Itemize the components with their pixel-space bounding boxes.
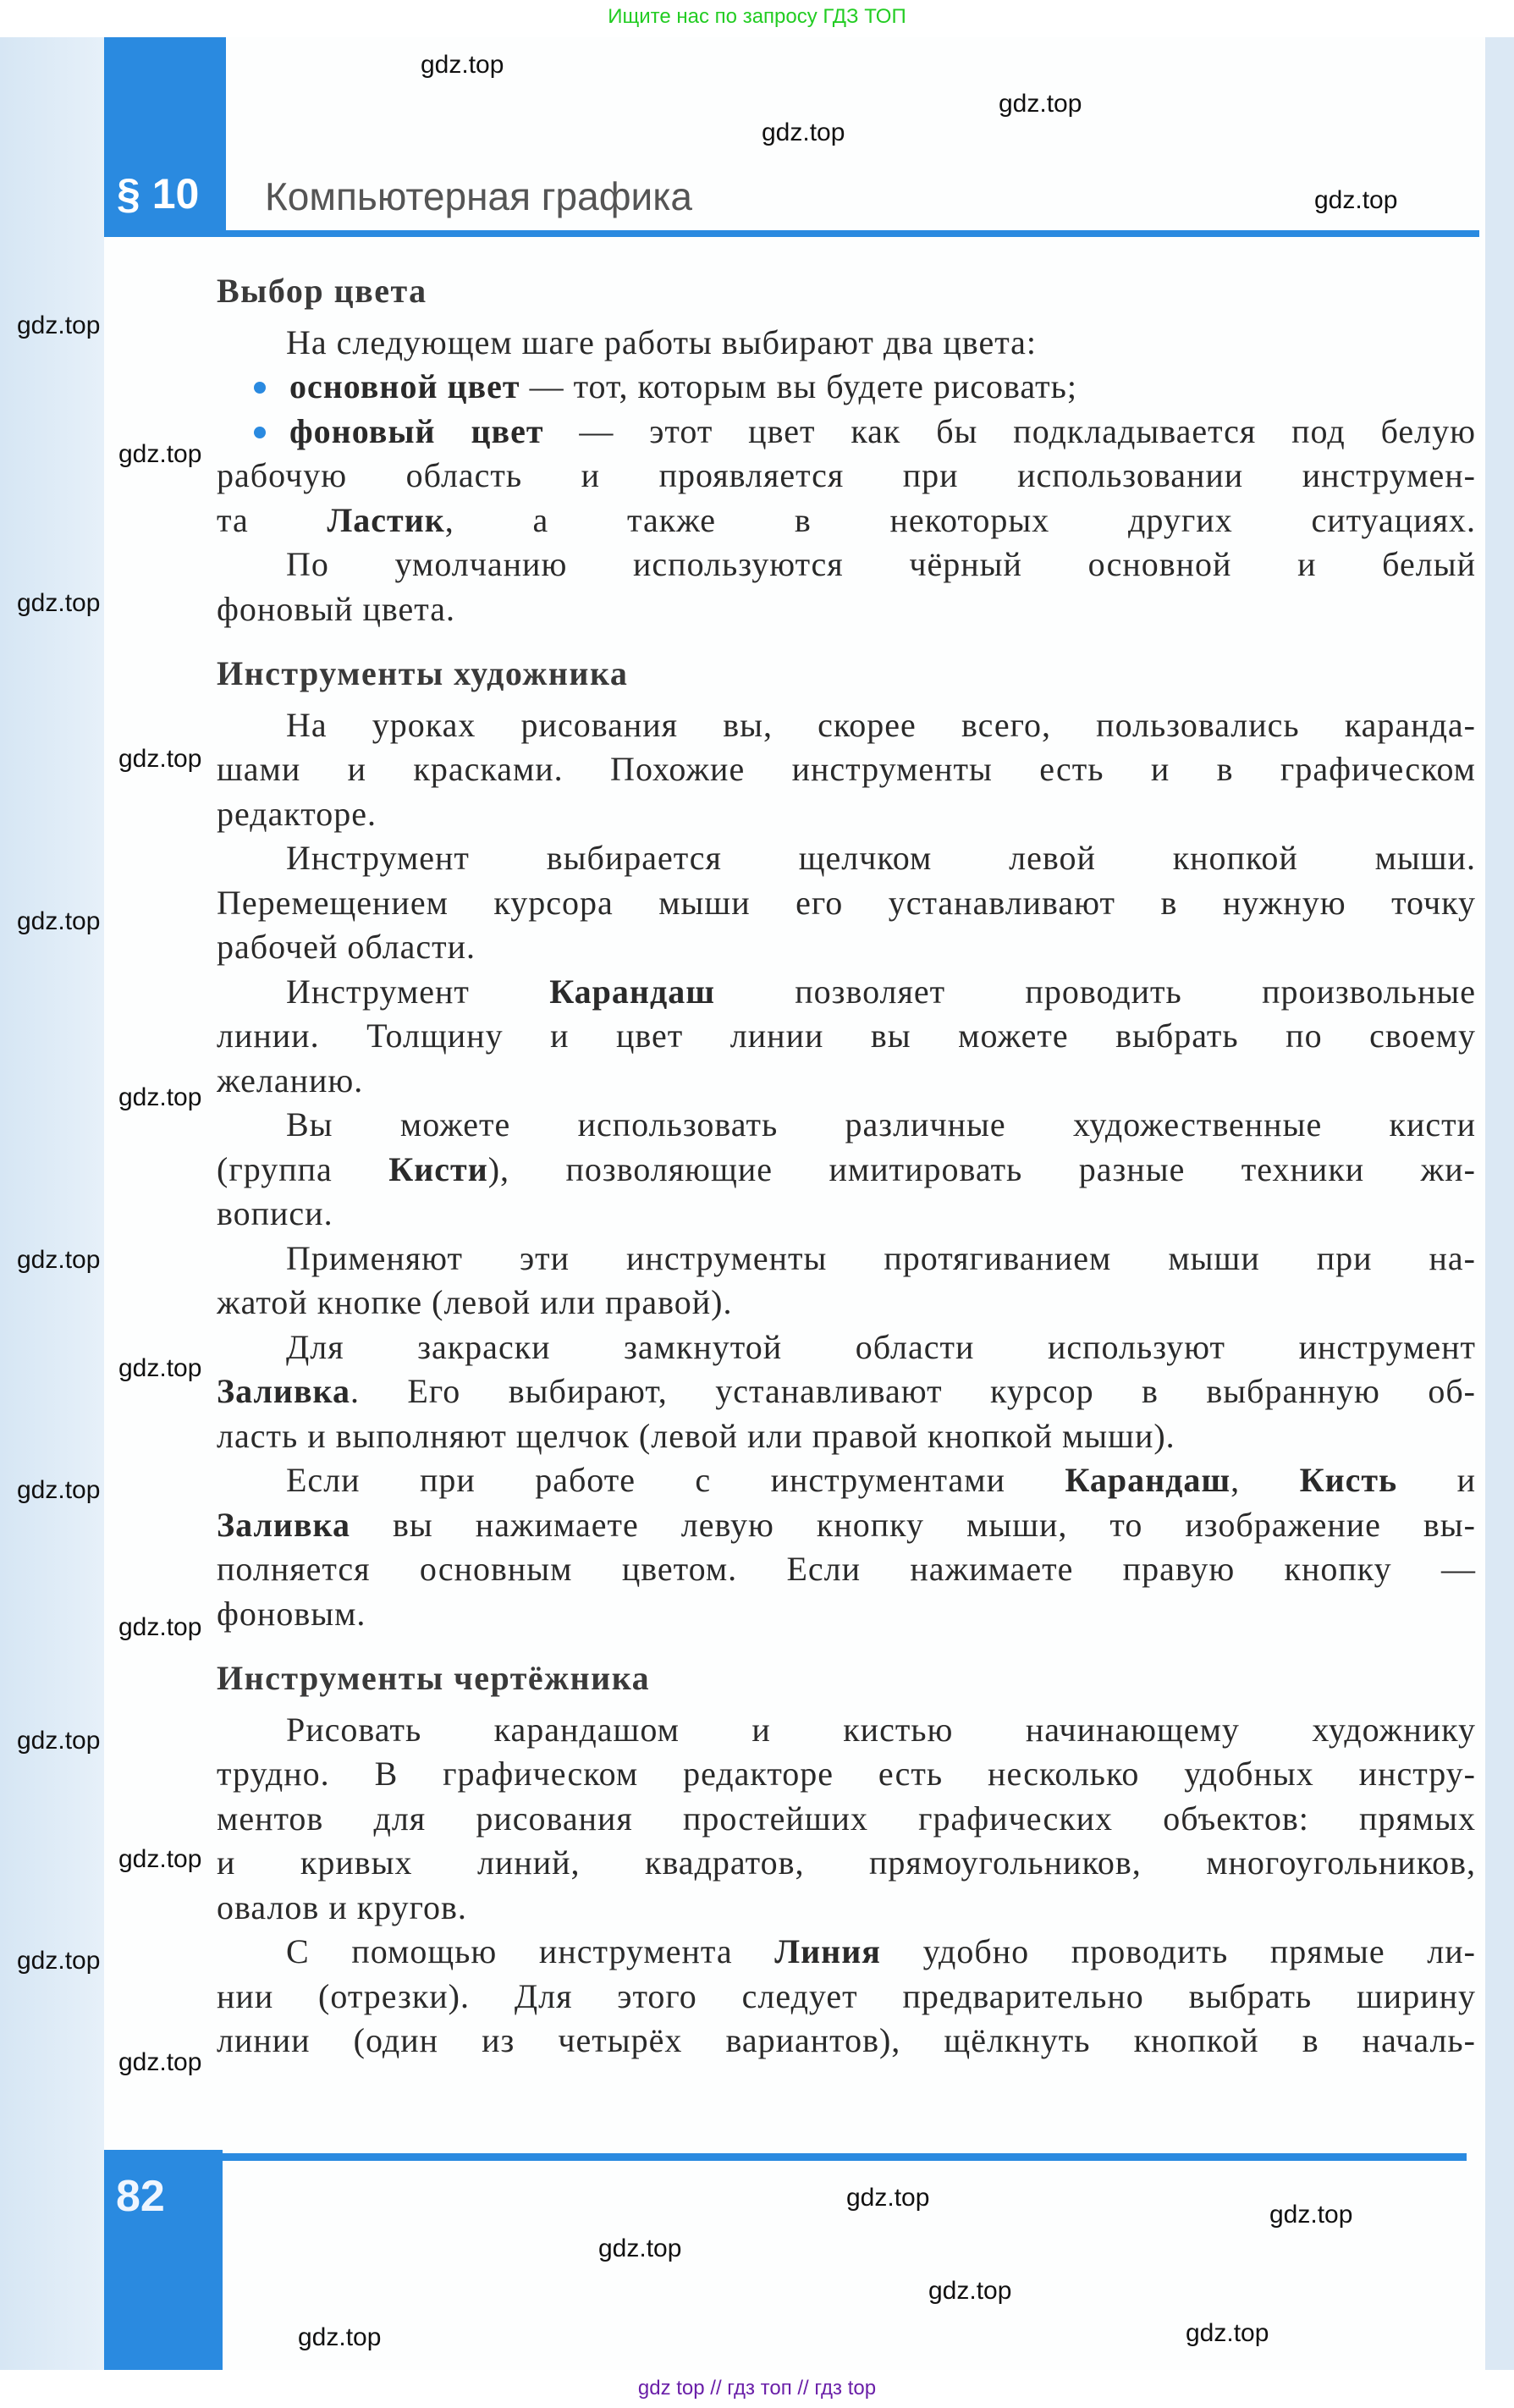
- watermark-text: gdz.top: [298, 2323, 382, 2351]
- text-line: [217, 1708, 1476, 1753]
- watermark-text: gdz.top: [17, 1476, 101, 1504]
- text-line: [217, 1752, 1476, 1797]
- text-run: , а также в некоторых других ситуациях.: [444, 500, 1476, 539]
- text-line: [217, 1103, 1476, 1148]
- text-run: — тот, которым вы будете рисовать;: [520, 367, 1077, 405]
- text-line: [217, 1237, 1476, 1281]
- text-run: ласть и выполняют щелчок (левой или правой кнопкой мыши).: [217, 1416, 1175, 1455]
- paragraph: [217, 1103, 1476, 1237]
- paragraph: [217, 1708, 1476, 1931]
- text-line: [217, 1503, 1476, 1548]
- text-run: та: [217, 500, 328, 539]
- text-run: шами и красками. Похожие инструменты есть и в графическом: [217, 750, 1476, 788]
- text-line: [217, 1841, 1476, 1886]
- text-line: [217, 1797, 1476, 1842]
- text-line: [217, 321, 1476, 366]
- text-run: На уроках рисования вы, скорее всего, пользовались каранда-: [286, 705, 1476, 744]
- text-run: Применяют эти инструменты протягиванием мыши при на-: [286, 1238, 1476, 1277]
- watermark-text: gdz.top: [999, 90, 1082, 118]
- text-line: [217, 1325, 1476, 1370]
- text-line: [217, 1547, 1476, 1592]
- text-line: [217, 1014, 1476, 1059]
- text-run: позволяет проводить произвольные: [714, 972, 1476, 1011]
- text-line: [217, 1592, 1476, 1637]
- term: Линия: [774, 1932, 881, 1970]
- text-run: рабочую область и проявляется при использовании инструмен-: [217, 456, 1476, 494]
- text-run: нии (отрезки). Для этого следует предварительно выбрать ширину: [217, 1976, 1476, 2015]
- text-run: овалов и кругов.: [217, 1887, 467, 1926]
- text-line: [217, 499, 1476, 543]
- subheading: Инструменты чертёжника: [217, 1659, 651, 1697]
- text-run: — этот цвет как бы подкладывается под белую: [543, 411, 1476, 450]
- term: основной цвет: [289, 367, 520, 405]
- term: Карандаш: [549, 972, 715, 1011]
- bullet-item: [217, 410, 1476, 455]
- watermark-text: gdz.top: [118, 745, 202, 773]
- watermark-text: gdz.top: [118, 1354, 202, 1382]
- paragraph: [217, 1237, 1476, 1325]
- watermark-text: gdz.top: [1314, 186, 1398, 214]
- page-edge-shadow: [1485, 37, 1514, 2370]
- footer-rule: [104, 2153, 1467, 2161]
- text-line: [217, 1148, 1476, 1193]
- term: Карандаш: [1065, 1461, 1231, 1499]
- text-run: Перемещением курсора мыши его устанавливают в нужную точку: [217, 883, 1476, 922]
- watermark-text: gdz.top: [1269, 2201, 1353, 2229]
- paragraph: [217, 543, 1476, 631]
- watermark-text: gdz.top: [762, 118, 845, 146]
- text-line: [217, 970, 1476, 1015]
- text-line: [217, 454, 1476, 499]
- text-run: . Его выбирают, устанавливают курсор в выбранную об-: [350, 1372, 1476, 1410]
- term: Ластик: [327, 500, 445, 539]
- text-line: [217, 792, 1476, 837]
- text-line: [217, 1930, 1476, 1975]
- text-line: [217, 365, 1476, 410]
- text-run: рабочей области.: [217, 928, 476, 966]
- text-run: Если при работе с инструментами: [286, 1461, 1065, 1499]
- paragraph: [217, 970, 1476, 1104]
- text-run: Вы можете использовать различные художественные кисти: [286, 1105, 1476, 1143]
- watermark-text: gdz.top: [17, 1947, 101, 1975]
- text-run: редакторе.: [217, 794, 377, 833]
- watermark-text: gdz.top: [118, 440, 202, 468]
- term: Кисть: [1299, 1461, 1398, 1499]
- paragraph: [217, 836, 1476, 970]
- text-run: полняется основным цветом. Если нажимаете правую кнопку —: [217, 1550, 1476, 1588]
- section-title: Компьютерная графика: [265, 174, 692, 218]
- text-run: линии (один из четырёх вариантов), щёлкнуть кнопкой в началь-: [217, 2021, 1476, 2059]
- text-line: [217, 2019, 1476, 2064]
- text-run: На следующем шаге работы выбирают два цвета:: [286, 322, 1038, 361]
- text-run: фоновым.: [217, 1594, 366, 1633]
- term: Кисти: [388, 1149, 488, 1188]
- paragraph: [217, 454, 1476, 543]
- bottom-banner: gdz top // гдз топ // гдз top: [0, 2370, 1514, 2408]
- text-run: жатой кнопке (левой или правой).: [217, 1283, 733, 1321]
- paragraph: [217, 1930, 1476, 2064]
- top-banner: Ищите нас по запросу ГДЗ ТОП: [0, 0, 1514, 37]
- text-run: Рисовать карандашом и кистью начинающему художнику: [286, 1710, 1476, 1749]
- paragraph: [217, 703, 1476, 837]
- watermark-text: gdz.top: [1186, 2319, 1269, 2347]
- watermark-text: gdz.top: [118, 1083, 202, 1111]
- text-run: удобно проводить прямые ли-: [880, 1932, 1476, 1970]
- watermark-text: gdz.top: [118, 2048, 202, 2076]
- text-line: [217, 703, 1476, 748]
- paragraph: [217, 1458, 1476, 1636]
- watermark-text: gdz.top: [598, 2234, 682, 2262]
- section-number: § 10: [117, 170, 200, 218]
- text-run: (группа: [217, 1149, 389, 1188]
- text-run: С помощью инструмента: [286, 1932, 775, 1970]
- watermark-text: gdz.top: [928, 2277, 1012, 2305]
- text-run: Инструмент выбирается щелчком левой кнопкой мыши.: [286, 839, 1476, 877]
- text-line: [217, 1192, 1476, 1237]
- text-line: [217, 881, 1476, 926]
- paragraph: [217, 321, 1476, 366]
- text-line: [217, 1059, 1476, 1104]
- term: Заливка: [217, 1372, 350, 1410]
- text-run: желанию.: [217, 1061, 364, 1099]
- text-run: По умолчанию используются чёрный основной и белый: [286, 545, 1476, 583]
- text-line: [217, 925, 1476, 970]
- text-line: [217, 1975, 1476, 2020]
- text-run: вописи.: [217, 1194, 333, 1232]
- text-run: трудно. В графическом редакторе есть несколько удобных инстру-: [217, 1755, 1476, 1793]
- bullet-item: [217, 365, 1476, 410]
- text-line: [217, 1369, 1476, 1414]
- watermark-text: gdz.top: [17, 1246, 101, 1274]
- watermark-text: gdz.top: [17, 907, 101, 935]
- text-line: [217, 410, 1476, 455]
- text-run: ), позволяющие имитировать разные техники жи-: [487, 1149, 1476, 1188]
- text-line: [217, 1414, 1476, 1459]
- text-run: линии. Толщину и цвет линии вы можете выбрать по своему: [217, 1017, 1476, 1055]
- watermark-text: gdz.top: [421, 51, 504, 79]
- watermark-text: gdz.top: [846, 2184, 930, 2212]
- text-line: [217, 747, 1476, 792]
- watermark-text: gdz.top: [17, 589, 101, 617]
- text-line: [217, 543, 1476, 587]
- text-line: [217, 587, 1476, 632]
- text-line: [217, 836, 1476, 881]
- text-line: [217, 1281, 1476, 1325]
- watermark-text: gdz.top: [17, 1727, 101, 1755]
- text-run: вы нажимаете левую кнопку мыши, то изображение вы-: [350, 1505, 1476, 1544]
- text-run: и: [1397, 1461, 1476, 1499]
- text-run: ментов для рисования простейших графических объектов: прямых: [217, 1799, 1476, 1838]
- text-run: и кривых линий, квадратов, прямоугольников, многоугольников,: [217, 1843, 1476, 1882]
- page-content: [217, 269, 1476, 2064]
- watermark-text: gdz.top: [118, 1845, 202, 1873]
- watermark-text: gdz.top: [118, 1613, 202, 1641]
- term: фоновый цвет: [289, 411, 544, 450]
- term: Заливка: [217, 1505, 350, 1544]
- subheading: Инструменты художника: [217, 654, 629, 692]
- text-run: ,: [1230, 1461, 1300, 1499]
- watermark-text: gdz.top: [17, 311, 101, 339]
- subheading: Выбор цвета: [217, 272, 427, 310]
- page-number: 82: [116, 2172, 165, 2221]
- text-run: Инструмент: [286, 972, 550, 1011]
- text-line: [217, 1886, 1476, 1931]
- paragraph: [217, 1325, 1476, 1459]
- header-rule: [104, 230, 1479, 237]
- text-run: Для закраски замкнутой области используют инструмент: [286, 1327, 1476, 1366]
- text-run: фоновый цвета.: [217, 589, 456, 628]
- text-line: [217, 1458, 1476, 1503]
